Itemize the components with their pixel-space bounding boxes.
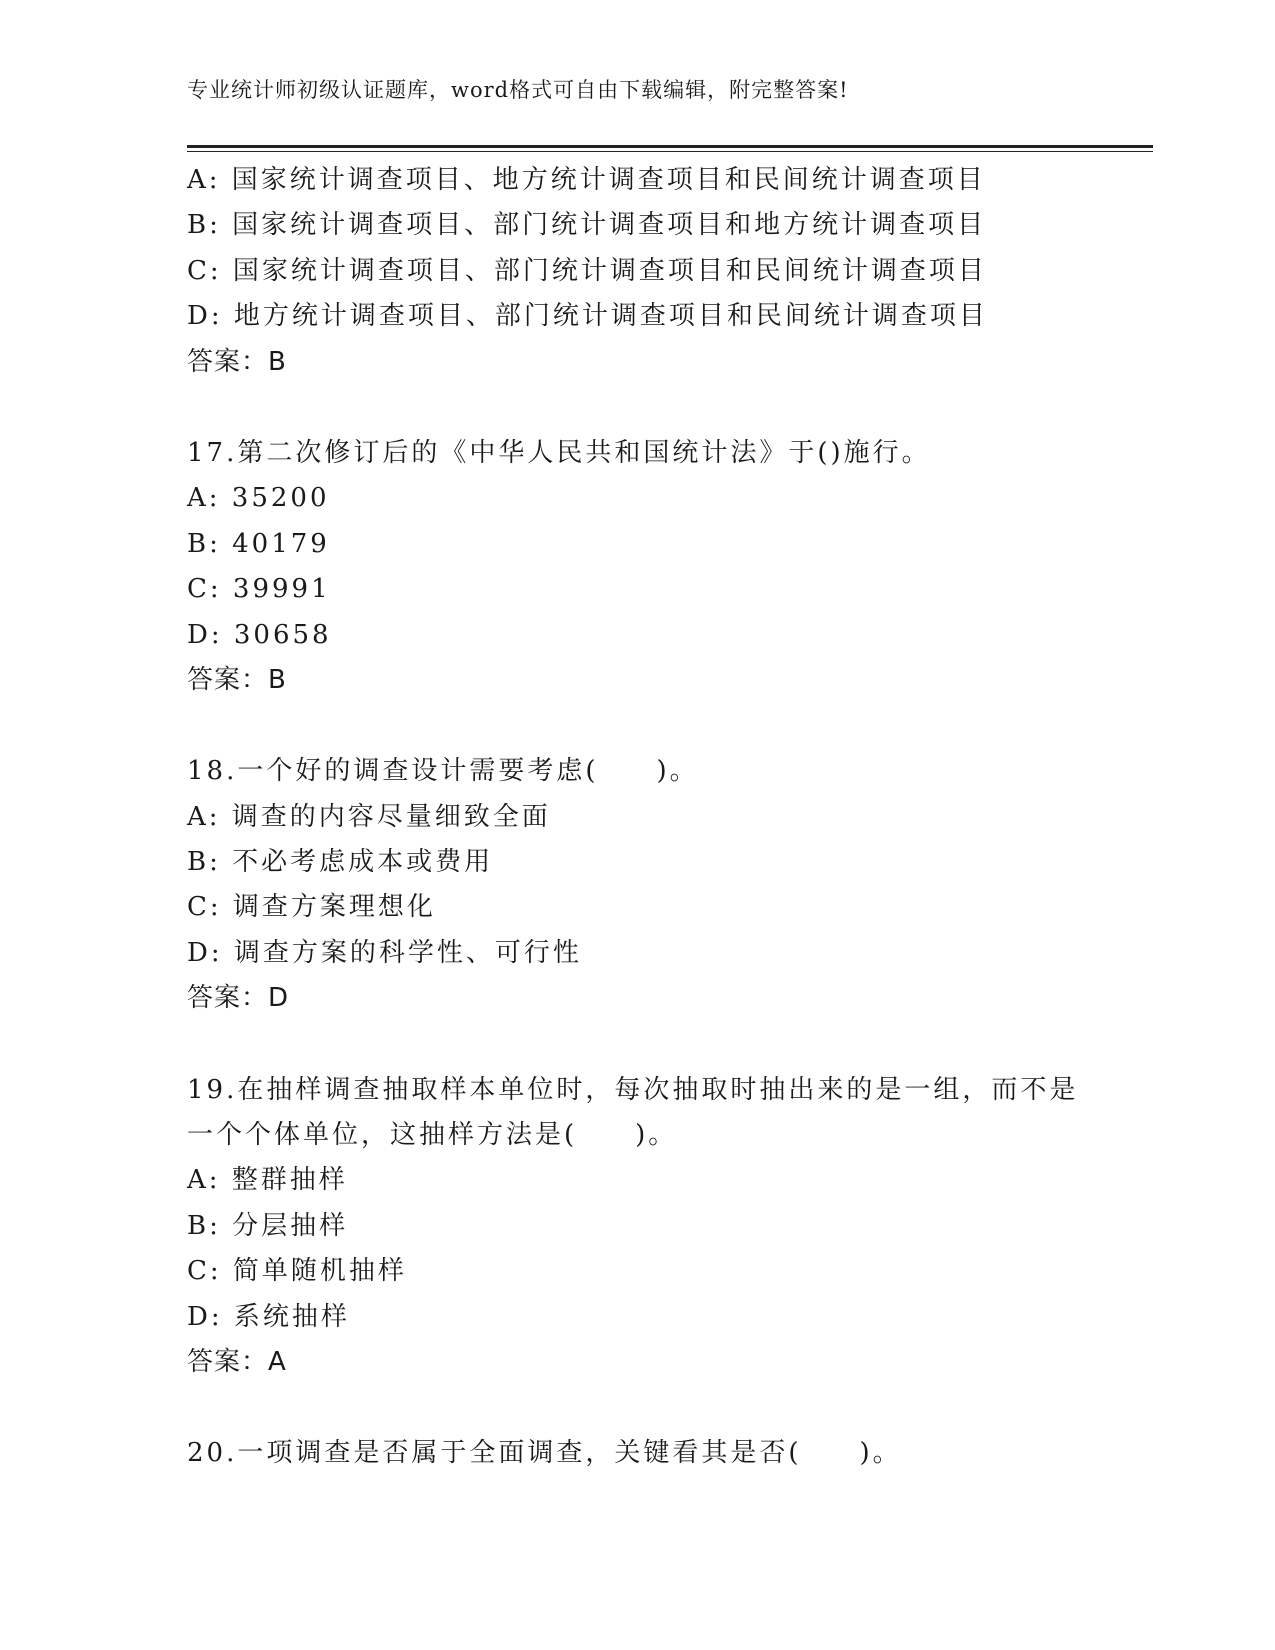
option-a: A: 35200 [187,483,330,514]
spacer [187,1385,1153,1431]
answer: 答案：B [187,664,287,695]
question-stem-line-2: 一个个体单位，这抽样方法是( )。 [187,1120,678,1151]
question-stem: 17.第二次修订后的《中华人民共和国统计法》于()施行。 [187,437,931,468]
answer: 答案：D [187,983,290,1014]
option-c: C: 国家统计调查项目、部门统计调查项目和民间统计调查项目 [187,255,987,286]
option-a: A: 调查的内容尽量细致全面 [187,801,551,832]
question-list [187,158,1153,1477]
header-rule-thin [187,151,1153,152]
question-19 [187,1068,1153,1386]
option-b: B: 不必考虑成本或费用 [187,847,494,878]
option-c: C: 调查方案理想化 [187,892,436,923]
spacer [187,703,1153,749]
spacer [187,1022,1153,1068]
question-16 [187,158,1153,385]
question-stem: 18.一个好的调查设计需要考虑( )。 [187,756,699,787]
spacer [187,385,1153,431]
option-b: B: 国家统计调查项目、部门统计调查项目和地方统计调查项目 [187,210,987,241]
option-b: B: 40179 [187,528,330,559]
option-d: D: 地方统计调查项目、部门统计调查项目和民间统计调查项目 [187,301,988,332]
question-17 [187,431,1153,703]
option-a: A: 整群抽样 [187,1165,348,1196]
option-d: D: 系统抽样 [187,1301,350,1332]
header-rule-thick [187,145,1153,148]
option-b: B: 分层抽样 [187,1210,349,1241]
question-stem-line-1: 19.在抽样调查抽取样本单位时，每次抽取时抽出来的是一组，而不是 [187,1074,1079,1105]
option-c: C: 39991 [187,574,331,605]
question-stem: 20.一项调查是否属于全面调查，关键看其是否( )。 [187,1438,902,1469]
question-20 [187,1431,1153,1476]
answer: 答案：B [187,346,287,377]
answer: 答案：A [187,1346,287,1377]
page-header: 专业统计师初级认证题库，word格式可自由下载编辑，附完整答案! [187,78,849,102]
option-d: D: 30658 [187,619,332,650]
question-18 [187,749,1153,1021]
option-a: A: 国家统计调查项目、地方统计调查项目和民间统计调查项目 [187,165,986,195]
option-c: C: 简单随机抽样 [187,1256,407,1287]
option-d: D: 调查方案的科学性、可行性 [187,937,582,968]
